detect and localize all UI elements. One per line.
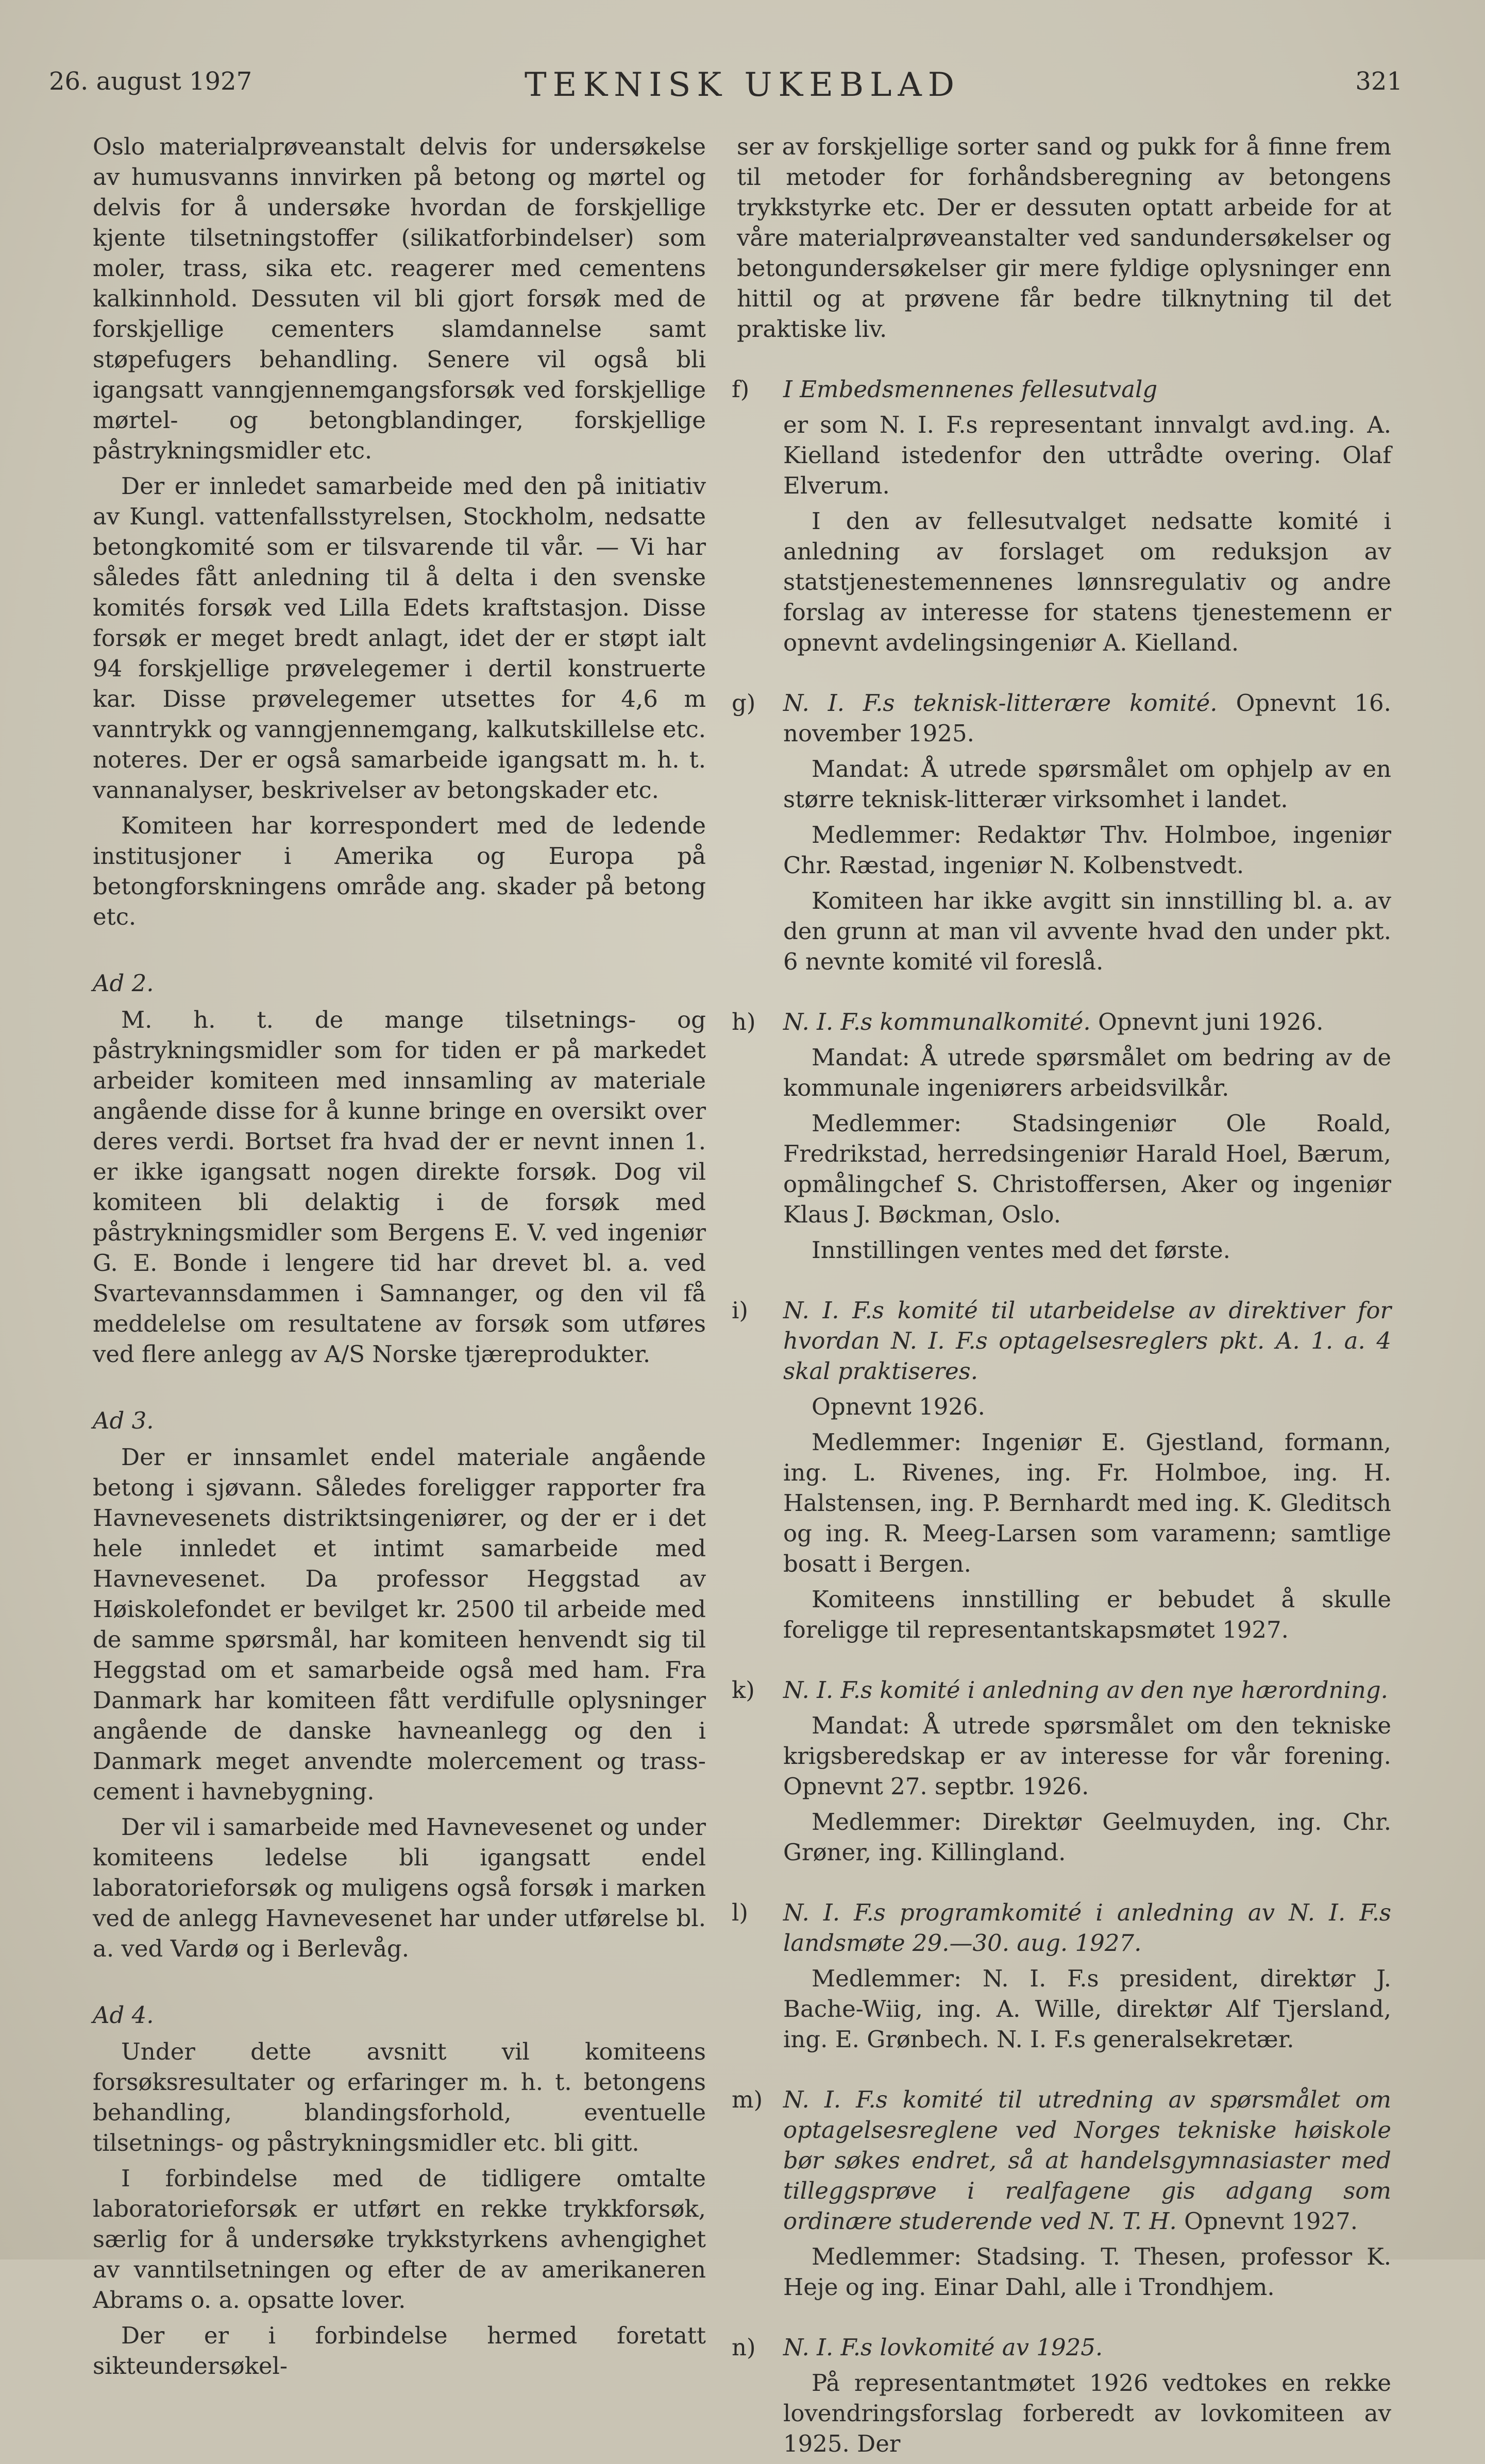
list-item-g (732, 688, 1391, 977)
section-heading-ad-3: Ad 3. (93, 1407, 154, 1434)
paragraph: Komiteen har ikke avgitt sin innstilling bl. a. av den grunn at man vil avvente hvad den under pkt. 6 nevnte komité vil foreslå. (783, 887, 1391, 975)
item-label: f) (732, 376, 750, 403)
item-title: N. I. F.s komité til utarbeidelse av direktiver for hvordan N. I. F.s optagelsesreglers pkt. A. 1. a. 4 skal praktiseres. (783, 1297, 1391, 1385)
paragraph: Opnevnt 1926. (812, 1393, 985, 1420)
item-label: n) (732, 2334, 756, 2361)
journal-title: TEKNISK UKEBLAD (524, 66, 961, 104)
paragraph: Medlemmer: Stadsing. T. Thesen, professor K. Heje og ing. Einar Dahl, alle i Trondhjem. (783, 2243, 1391, 2301)
list-item-f (732, 374, 1391, 658)
paragraph: Mandat: Å utrede spørsmålet om bedring av de kommunale ingeniørers arbeidsvilkår. (783, 1044, 1391, 1101)
item-label: m) (732, 2086, 763, 2113)
paragraph: På representantmøtet 1926 vedtokes en rekke lovendringsforslag forberedt av lovkomiteen av 1925. Der (783, 2369, 1391, 2457)
item-label: k) (732, 1676, 755, 1704)
paragraph: ser av forskjellige sorter sand og pukk for å finne frem til metoder for forhåndsberegning av betongens trykkstyrke etc. Der er dessuten optatt arbeide for at våre materialprøveanstalter ved sandundersøkelser og betongundersøkelser gir mere fyldige oplysninger enn hittil og at prøvene får bedre tilknytning til det praktiske liv. (737, 133, 1391, 343)
paragraph: I den av fellesutvalget nedsatte komité i anledning av forslaget om reduksjon av statstjenestemennenes lønnsregulativ og andre forslag av interesse for statens tjenestemenn er opnevnt avdelingsingeniør A. Kielland. (783, 507, 1391, 656)
item-label: h) (732, 1008, 756, 1035)
paragraph: Mandat: Å utrede spørsmålet om den tekniske krigsberedskap er av interesse for vår forening. Opnevnt 27. septbr. 1926. (783, 1712, 1391, 1800)
page-header (0, 62, 1485, 108)
item-label: l) (732, 1899, 748, 1926)
section-heading-ad-2: Ad 2. (93, 970, 154, 997)
list-item-h (732, 1007, 1391, 1265)
list-item-m (732, 2084, 1391, 2302)
paragraph: Medlemmer: N. I. F.s president, direktør J. Bache-Wiig, ing. A. Wille, direktør Alf Tjersland, ing. E. Grønbech. N. I. F.s generalsekretær. (783, 1965, 1391, 2053)
paragraph: Oslo materialprøveanstalt delvis for undersøkelse av humusvanns innvirken på betong og mørtel og delvis for å undersøke hvordan de forskjellige kjente tilsetningstoffer (silikatforbindelser) som moler, trass, sika etc. reagerer med cementens kalkinnhold. Dessuten vil bli gjort forsøk med de forskjellige cementers slamdannelse samt støpefugers behandling. Senere vil også bli igangsatt vanngjennemgangsforsøk ved forskjellige mørtel- og betongblandinger, forskjellige påstrykningsmidler etc. (93, 133, 706, 464)
item-title: N. I. F.s kommunalkomité. Opnevnt juni 1926. (783, 1008, 1324, 1035)
paragraph: M. h. t. de mange tilsetnings- og påstrykningsmidler som for tiden er på markedet arbeider komiteen med innsamling av materiale angående disse for å kunne bringe en oversikt over deres verdi. Bortset fra hvad der er nevnt innen 1. er ikke igangsatt nogen direkte forsøk. Dog vil komiteen bli delaktig i de forsøk med påstrykningsmidler som Bergens E. V. ved ingeniør G. E. Bonde i lengere tid har drevet bl. a. ved Svartevannsdammen i Samnanger, og den vil få meddelelse om resultatene av forsøk som utføres ved flere anlegg av A/S Norske tjæreprodukter. (93, 1006, 706, 1368)
paragraph: Medlemmer: Ingeniør E. Gjestland, formann, ing. L. Rivenes, ing. Fr. Holmboe, ing. H. Halstensen, ing. P. Bernhardt med ing. K. Gleditsch og ing. R. Meeg-Larsen som varamenn; samtlige bosatt i Bergen. (783, 1429, 1391, 1577)
left-column (93, 131, 706, 2386)
paragraph: Komiteen har korrespondert med de ledende institusjoner i Amerika og Europa på betongforskningens område ang. skader på betong etc. (93, 812, 706, 930)
paragraph: Innstillingen ventes med det første. (812, 1236, 1230, 1264)
paragraph: Medlemmer: Redaktør Thv. Holmboe, ingeniør Chr. Ræstad, ingeniør N. Kolbenstvedt. (783, 821, 1391, 879)
paragraph: Medlemmer: Stadsingeniør Ole Roald, Fredrikstad, herredsingeniør Harald Hoel, Bærum, opmålingchef S. Christoffersen, Aker og ingeniør Klaus J. Bøckman, Oslo. (783, 1110, 1391, 1228)
item-title: I Embedsmennenes fellesutvalg (783, 376, 1158, 403)
paragraph: Medlemmer: Direktør Geelmuyden, ing. Chr. Grøner, ing. Killingland. (783, 1808, 1391, 1866)
issue-date: 26. august 1927 (49, 67, 252, 96)
section-heading-ad-4: Ad 4. (93, 2001, 154, 2029)
list-item-n (732, 2332, 1391, 2459)
item-title: N. I. F.s komité til utredning av spørsmålet om optagelsesreglene ved Norges tekniske høiskole bør søkes endret, så at handelsgymnasiaster med tilleggsprøve i realfagene gis adgang som ordinære studerende ved N. T. H. Opnevnt 1927. (783, 2086, 1391, 2235)
paragraph: Der er i forbindelse hermed foretatt sikteundersøkel- (93, 2322, 706, 2380)
right-column (732, 131, 1391, 2464)
list-item-k (732, 1675, 1391, 1867)
item-label: g) (732, 689, 756, 717)
list-item-i (732, 1295, 1391, 1645)
item-title: N. I. F.s teknisk-litterære komité. Opnevnt 16. november 1925. (783, 689, 1391, 747)
paragraph: I forbindelse med de tidligere omtalte laboratorieforsøk er utført en rekke trykkforsøk, særlig for å undersøke trykkstyrkens avhengighet av vanntilsetningen og efter de av amerikaneren Abrams o. a. opsatte lover. (93, 2165, 706, 2314)
paragraph: Under dette avsnitt vil komiteens forsøksresultater og erfaringer m. h. t. betongens behandling, blandingsforhold, eventuelle tilsetnings- og påstrykningsmidler etc. bli gitt. (93, 2038, 706, 2156)
page-number: 321 (1355, 67, 1403, 96)
paragraph: Der vil i samarbeide med Havnevesenet og under komiteens ledelse bli igangsatt endel laboratorieforsøk og muligens også forsøk i marken ved de anlegg Havnevesenet har under utførelse bl. a. ved Vardø og i Berlevåg. (93, 1813, 706, 1962)
item-label: i) (732, 1297, 748, 1324)
item-title: N. I. F.s programkomité i anledning av N. I. F.s landsmøte 29.—30. aug. 1927. (783, 1899, 1391, 1957)
paragraph: Der er innledet samarbeide med den på initiativ av Kungl. vattenfallsstyrelsen, Stockholm, nedsatte betongkomité som er tilsvarende til vår. — Vi har således fått anledning til å delta i den svenske komités forsøk ved Lilla Edets kraftstasjon. Disse forsøk er meget bredt anlagt, idet der er støpt ialt 94 forskjellige prøvelegemer i dertil konstruerte kar. Disse prøvelegemer utsettes for 4,6 m vanntrykk og vanngjennemgang, kalkutskillelse etc. noteres. Der er også samarbeide igangsatt m. h. t. vannanalyser, beskrivelser av betongskader etc. (93, 472, 706, 804)
list-item-l (732, 1897, 1391, 2054)
item-title: N. I. F.s komité i anledning av den nye hærordning. (783, 1676, 1388, 1704)
paragraph: er som N. I. F.s representant innvalgt avd.ing. A. Kielland istedenfor den uttrådte overing. Olaf Elverum. (783, 411, 1391, 499)
item-title: N. I. F.s lovkomité av 1925. (783, 2334, 1103, 2361)
paragraph: Mandat: Å utrede spørsmålet om ophjelp av en større teknisk-litterær virksomhet i landet. (783, 755, 1391, 813)
paragraph: Komiteens innstilling er bebudet å skulle foreligge til representantskapsmøtet 1927. (783, 1586, 1391, 1643)
paragraph: Der er innsamlet endel materiale angående betong i sjøvann. Således foreligger rapporter fra Havnevesenets distriktsingeniører, og der er i det hele innledet et intimt samarbeide med Havnevesenet. Da professor Heggstad av Høiskolefondet er bevilget kr. 2500 til arbeide med de samme spørsmål, har komiteen henvendt sig til Heggstad om et samarbeide også med ham. Fra Danmark har komiteen fått verdifulle oplysninger angående de danske havneanlegg og den i Danmark meget anvendte molercement og trass-cement i havnebygning. (93, 1443, 706, 1805)
